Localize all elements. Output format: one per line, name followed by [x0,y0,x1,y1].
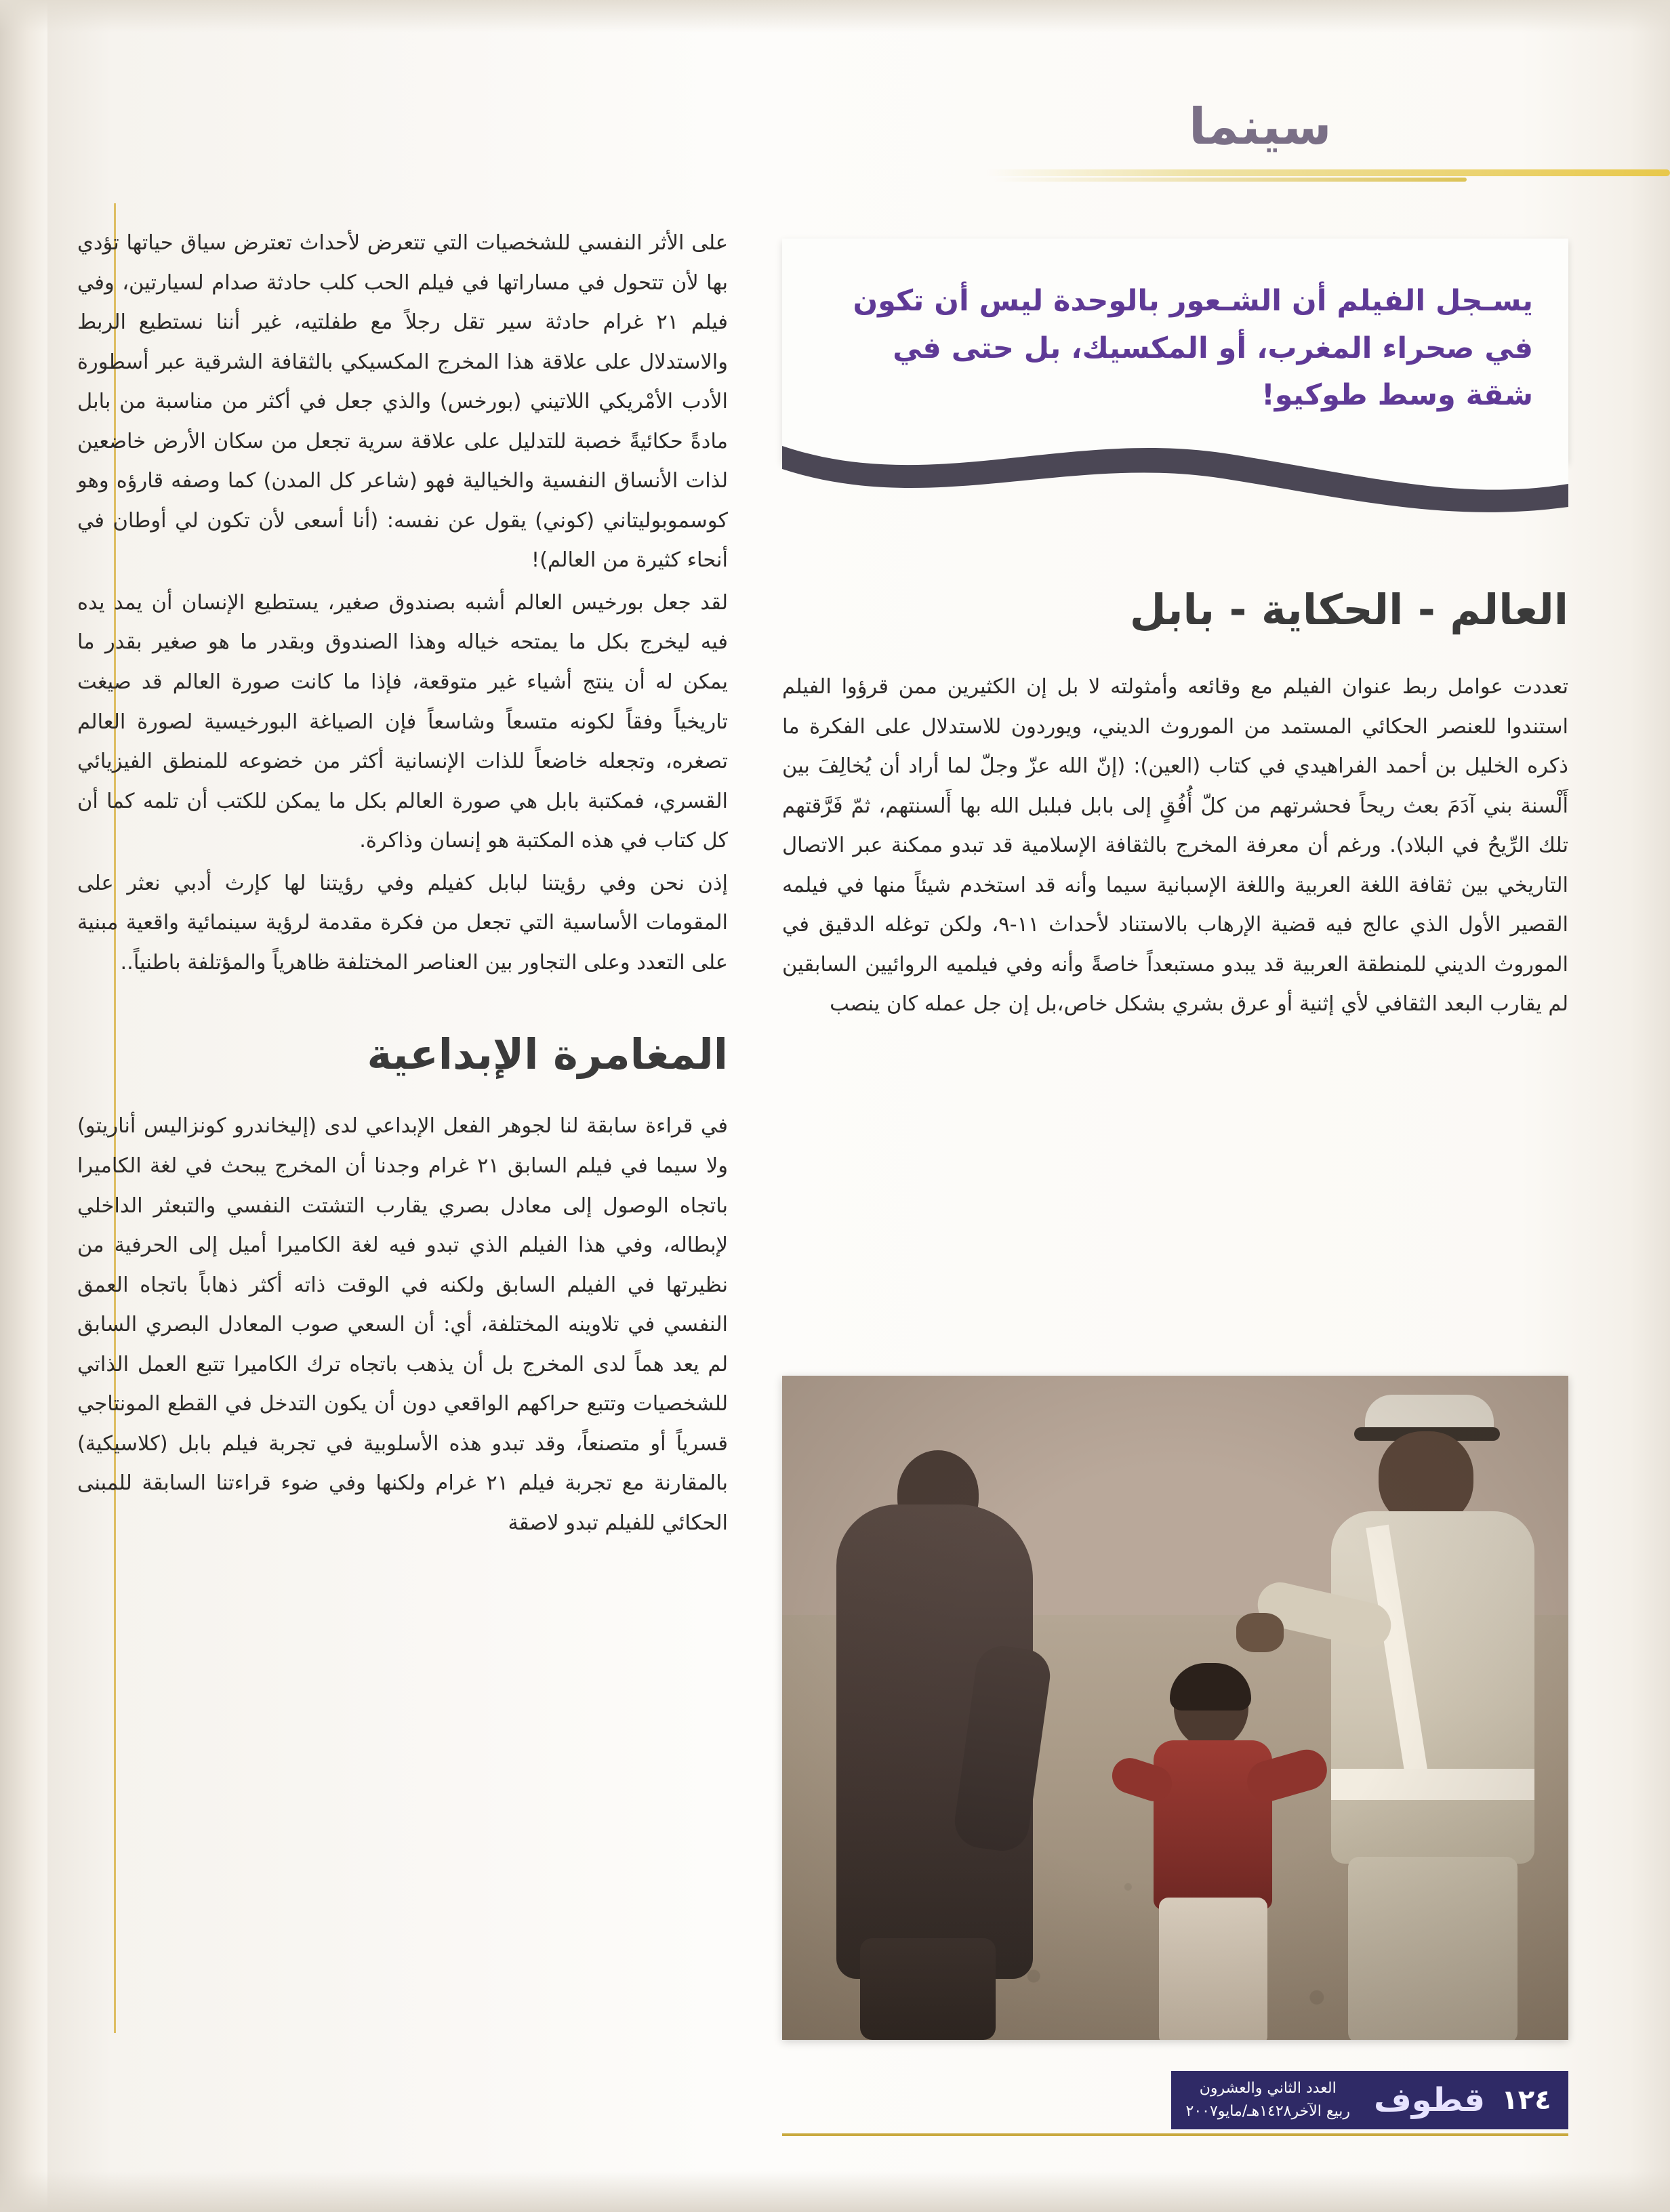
paragraph-left-1: على الأثر النفسي للشخصيات التي تتعرض لأحداث تعترض سياق حياتها تؤدي بها لأن تتحول في مساراتها في فيلم الحب كلب حادثة صدام لسيارتين، وفي فيلم ٢١ غرام حادثة سير تقل رجلاً مع طفلتيه، غير أننا نستطيع الربط والاستدلال على علاقة هذا المخرج المكسيكي بالثقافة الشرقية عبر أسطورة الأدب الأمْريكي اللاتيني (بورخس) والذي جعل في أكثر من مناسبة من بابل مادةً حكائيةً خصبة للتدليل على علاقة سرية تجعل من سكان الأرض خاضعين لذات الأنساق النفسية والخيالية فهو (شاعر كل المدن) كما وصفه قارؤه وهو كوسموبوليتاني (كوني) يقول عن نفسه: (أنا أسعى لأن تكون لي أوطان في أنحاء كثيرة من العالم)! [77,231,728,573]
paragraph-left-2: لقد جعل بورخيس العالم أشبه بصندوق صغير، يستطيع الإنسان أن يمد يده فيه ليخرج بكل ما يمتحه خياله وهذا الصندوق وبقدر ما هو صغير بقدر ما يمكن له أن ينتج أشياء غير متوقعة، فإذا ما كانت صورة العالم قد صيغت تاريخياً وفقاً لكونه متسعاً وشاسعاً فإن الصياغة البورخيسية لصورة العالم تصغره، وتجعله خاضعاً للذات الإنسانية أكثر من خضوعه للمنطق الفيزيائي القسري، فمكتبة بابل هي صورة العالم بكل ما يمكن للكتب أن تلمه كما أن كل كتاب في هذه المكتبة هو إنسان وذاكرة. [77,590,728,853]
page-bottom-shade [0,2171,1670,2212]
pull-quote-box [782,239,1568,462]
heading-creative-adventure: المغامرة الإبداعية [367,1029,728,1080]
kicker-underline [985,169,1670,176]
footer-badge [1171,2071,1568,2129]
footer-gold-rule [782,2133,1568,2136]
page-number: ١٢٤ [1494,2071,1559,2129]
article-column-right [782,569,1568,1029]
pull-quote-text: يسـجل الفيلم أن الشـعور بالوحدة ليس أن تكون في صحراء المغرب، أو المكسيك، بل حتى في شقة وسط طوكيو! [853,284,1533,413]
kicker-underline-secondary [992,178,1467,182]
magazine-logo: قطوف [1365,2071,1494,2129]
page-edge-shadow-top [0,0,1670,33]
heading-world-story-babel: العالم - الحكاية - بابل [1129,585,1568,634]
paragraph-creative-1: في قراءة سابقة لنا لجوهر الفعل الإبداعي لدى (إليخاندرو كونزاليس أناريتو) ولا سيما في فيلم السابق ٢١ غرام وجدنا أن المخرج يبحث في لغة الكاميرا باتجاه الوصول إلى معادل بصري يقارب التشتت النفسي والتبعثر الداخلي لإبطاله، وفي هذا الفيلم الذي تبدو فيه لغة الكاميرا أميل إلى الحرفية من نظيرتها في الفيلم السابق ولكنه في الوقت ذاته أكثر ذهاباً باتجاه العمق النفسي في تلاوينه المختلفة، أي: أن السعي صوب المعادل البصري السابق لم يعد هماً لدى المخرج بل أن يذهب باتجاه ترك الكاميرا تتبع العمل الذاتي للشخصيات وتتبع حراكهم الواقعي دون أن يكون التدخل في القطع المونتاجي قسرياً أو متصنعاً، وقد تبدو هذه الأسلوبية في تجربة فيلم بابل (كلاسيكية) بالمقارنة مع تجربة فيلم ٢١ غرام ولكنها وفي ضوء قراءتنا السابقة للمبنى الحكائي للفيلم تبدو لاصقة [77,1114,729,1535]
article-column-left [77,224,728,1546]
film-still-photo [782,1376,1568,2040]
paragraph-left-3: إذن نحن وفي رؤيتنا لبابل كفيلم وفي رؤيتنا لها كإرث أدبي نعثر على المقومات الأساسية التي تجعل من فكرة مقدمة لرؤية سينمائية واقعية مبنية على التعدد وعلى التجاور بين العناصر المختلفة ظاهرياً والمؤتلفة باطنياً.. [77,871,728,975]
page-footer [782,2062,1568,2136]
paragraph-babel-1: تعددت عوامل ربط عنوان الفيلم مع وقائعه وأمثولته لا بل إن الكثيرين ممن قرؤوا الفيلم استندوا للعنصر الحكائي المستمد من الموروث الديني، ويوردون للاستدلال على الفكرة ما ذكره الخليل بن أحمد الفراهيدي في كتاب (العين): (إنّ الله عزّ وجلّ لما أراد أن يُخالِفَ بين أَلْسنة بني آدَمَ بعث ريحاً فحشرتهم من كلّ أُفُقٍ إلى بابل فبلبل الله بها أَلسنتهم، ثمّ فَرَّقتهم تلك الرِّيحُ في البلاد). ورغم أن معرفة المخرج بالثقافة الإسلامية قد تبدو ممكنة عبر الاتصال التاريخي بين ثقافة اللغة العربية واللغة الإسبانية سيما وأنه قد استخدم شيئاً منها في فيلمه القصير الأول الذي عالج فيه قضية الإرهاب بالاستناد لأحداث ١١-٩، ولكن توغله الدقيق في الموروث الديني للمنطقة العربية قد يبدو مستبعداً خاصةً وأنه وفي فيلميه الروائيين السابقين لم يقارب البعد الثقافي لأي إثنية أو عرق بشري بشكل خاص،بل إن جل عمله كان ينصب [782,675,1568,1017]
wave-shape-icon [782,434,1568,515]
section-kicker-label: سينما [1189,98,1332,156]
pull-quote-wave-decoration [782,434,1568,515]
issue-date: ربيع الآخر١٤٢٨هـ/مايو٢٠٠٧ [1185,2103,1350,2120]
issue-number: العدد الثاني والعشرون [1199,2079,1337,2097]
page-edge-shadow-left [0,0,47,2212]
photo-vignette [782,1376,1568,2040]
issue-info [1171,2071,1365,2129]
section-kicker [1189,98,1568,190]
